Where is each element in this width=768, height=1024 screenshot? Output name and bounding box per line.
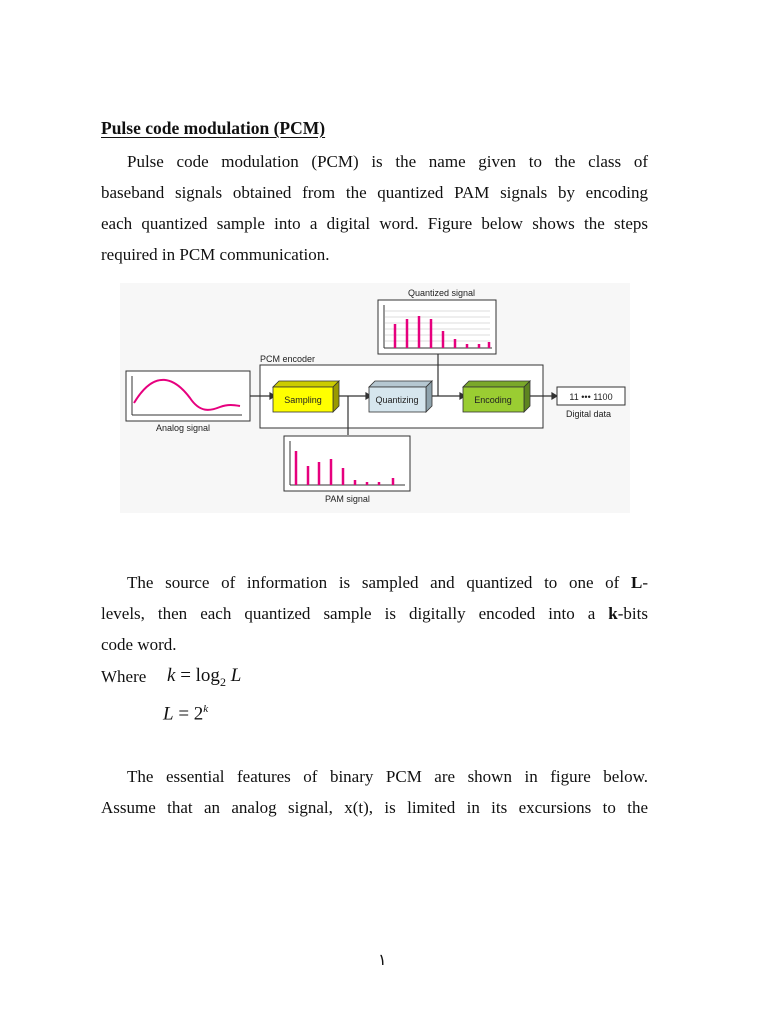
pcm-diagram	[120, 283, 630, 513]
equation-k: $k = \log_2 L$	[167, 665, 242, 689]
paragraph-line: The essential features of binary PCM are shown in figure below.	[127, 767, 648, 786]
sampling-label: Sampling	[284, 395, 322, 405]
paragraph-line: Pulse code modulation (PCM) is the name given to the class of	[127, 152, 648, 171]
analog-signal-label: Analog signal	[156, 423, 211, 433]
levels-paragraph	[101, 567, 648, 660]
paragraph-line: baseband signals obtained from the quantized PAM signals by encoding	[101, 183, 648, 202]
where-label: Where	[101, 667, 147, 686]
equation-L: $L = 2^k$	[163, 703, 209, 725]
page-number: ١	[378, 952, 387, 969]
paragraph-line: Assume that an analog signal, x(t), is limited in its excursions to the	[101, 798, 648, 817]
pcm-encoder-label: PCM encoder	[260, 354, 316, 364]
features-paragraph	[101, 761, 648, 823]
digital-data-label: Digital data	[566, 409, 612, 419]
pam-signal-box	[284, 436, 410, 491]
paragraph-line: The source of information is sampled and quantized to one of L-	[127, 573, 648, 592]
paragraph-line: required in PCM communication.	[101, 245, 330, 264]
quantized-signal-label: Quantized signal	[408, 288, 476, 298]
paragraph-line: each quantized sample into a digital word. Figure below shows the steps	[101, 214, 648, 233]
pam-signal-label: PAM signal	[325, 494, 370, 504]
digital-data-value: 11 ••• 1100	[569, 392, 613, 402]
intro-paragraph	[101, 146, 648, 270]
paragraph-line: code word.	[101, 635, 177, 654]
encoding-label: Encoding	[474, 395, 512, 405]
section-heading: Pulse code modulation (PCM)	[101, 118, 326, 138]
quantizing-label: Quantizing	[375, 395, 419, 405]
paragraph-line: levels, then each quantized sample is digitally encoded into a k-bits	[101, 604, 648, 623]
